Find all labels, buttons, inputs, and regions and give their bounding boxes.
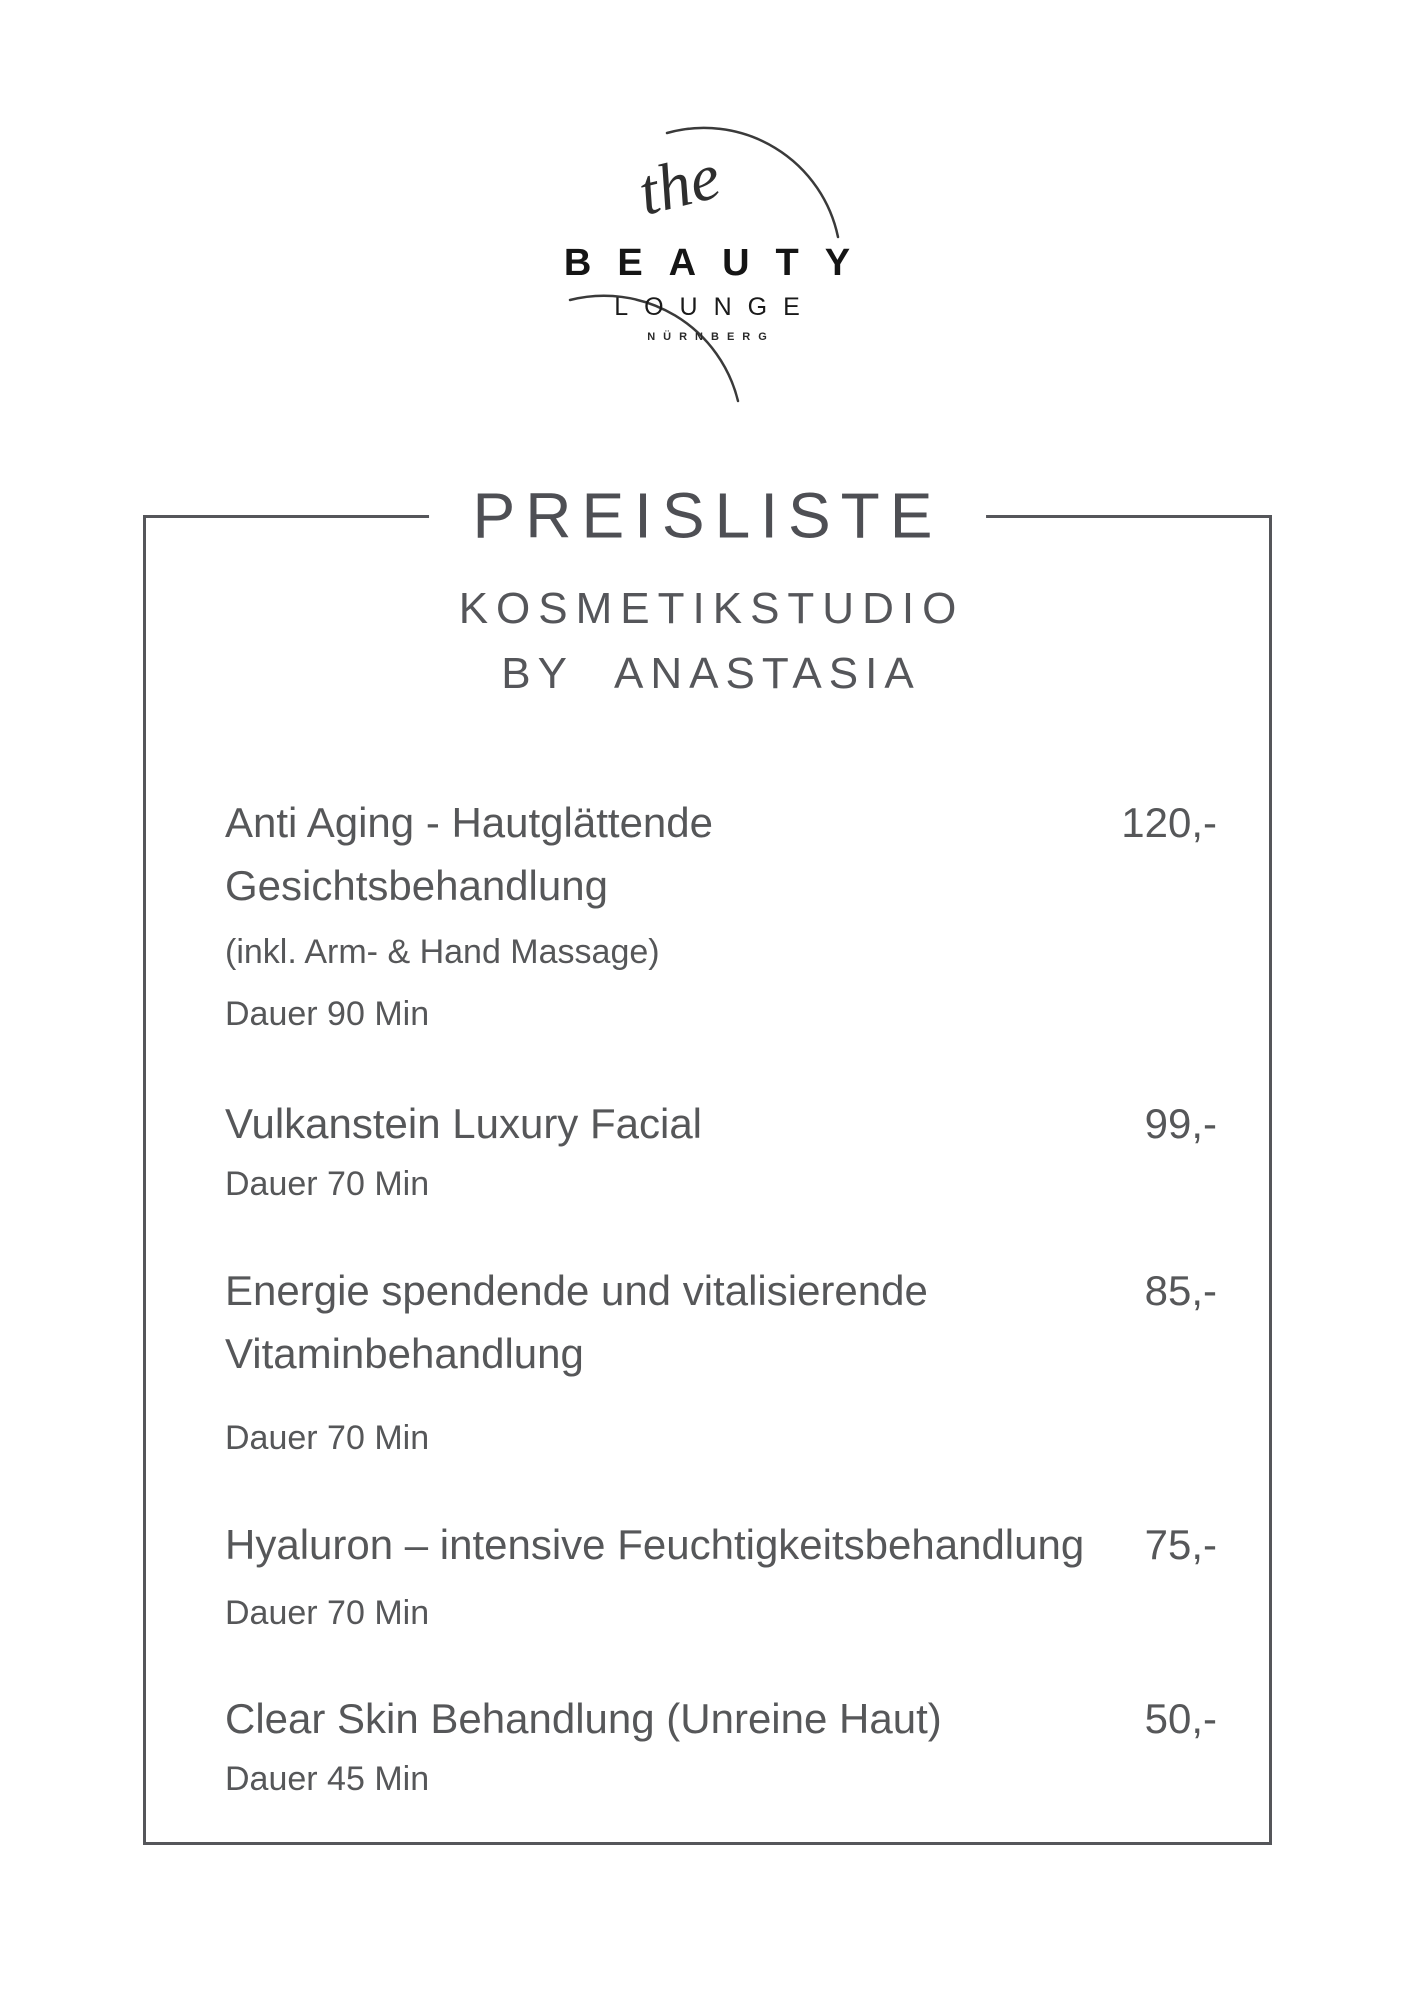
treatment-price: 75,- xyxy=(1144,1520,1217,1568)
logo-script-the: the xyxy=(631,139,728,230)
treatment-price: 50,- xyxy=(1144,1695,1217,1743)
list-item xyxy=(225,791,1217,1038)
treatment-note: (inkl. Arm- & Hand Massage) xyxy=(225,933,660,972)
logo-brand-lounge: LOUNGE xyxy=(614,293,816,321)
item-row xyxy=(225,1259,1217,1385)
treatment-duration: Dauer 90 Min xyxy=(225,994,430,1033)
subtitle-kosmetikstudio: KOSMETIKSTUDIO xyxy=(458,584,965,633)
treatment-duration: Dauer 45 Min xyxy=(225,1760,430,1799)
list-item xyxy=(225,1092,1217,1209)
subtitle-by-anastasia: BY ANASTASIA xyxy=(501,648,921,698)
list-item xyxy=(225,1513,1217,1638)
treatment-list xyxy=(146,791,1269,1804)
item-row xyxy=(225,1092,1217,1155)
treatment-name: Anti Aging - Hautglättende Gesichtsbehandlung xyxy=(225,799,714,910)
item-row xyxy=(225,1687,1217,1750)
treatment-duration: Dauer 70 Min xyxy=(225,1418,430,1457)
treatment-name: Clear Skin Behandlung (Unreine Haut) xyxy=(225,1695,942,1743)
price-list-frame xyxy=(143,479,1272,1845)
treatment-price: 120,- xyxy=(1121,799,1217,847)
page-title: PREISLISTE xyxy=(429,483,987,547)
treatment-name: Hyaluron – intensive Feuchtigkeitsbehandlung xyxy=(225,1520,1085,1568)
treatment-duration: Dauer 70 Min xyxy=(225,1593,430,1632)
treatment-price: 99,- xyxy=(1144,1100,1217,1148)
beauty-lounge-logo xyxy=(397,90,1017,420)
treatment-name: Vulkanstein Luxury Facial xyxy=(225,1100,703,1148)
treatment-duration: Dauer 70 Min xyxy=(225,1165,430,1204)
list-item xyxy=(225,1687,1217,1804)
logo-brand-beauty: BEAUTY xyxy=(563,242,877,284)
logo-city: NÜRNBERG xyxy=(647,331,775,343)
item-row xyxy=(225,791,1217,917)
treatment-name: Energie spendende und vitalisierende Vitaminbehandlung xyxy=(225,1266,928,1377)
item-row xyxy=(225,1513,1217,1576)
list-item xyxy=(225,1259,1217,1463)
treatment-price: 85,- xyxy=(1144,1266,1217,1314)
